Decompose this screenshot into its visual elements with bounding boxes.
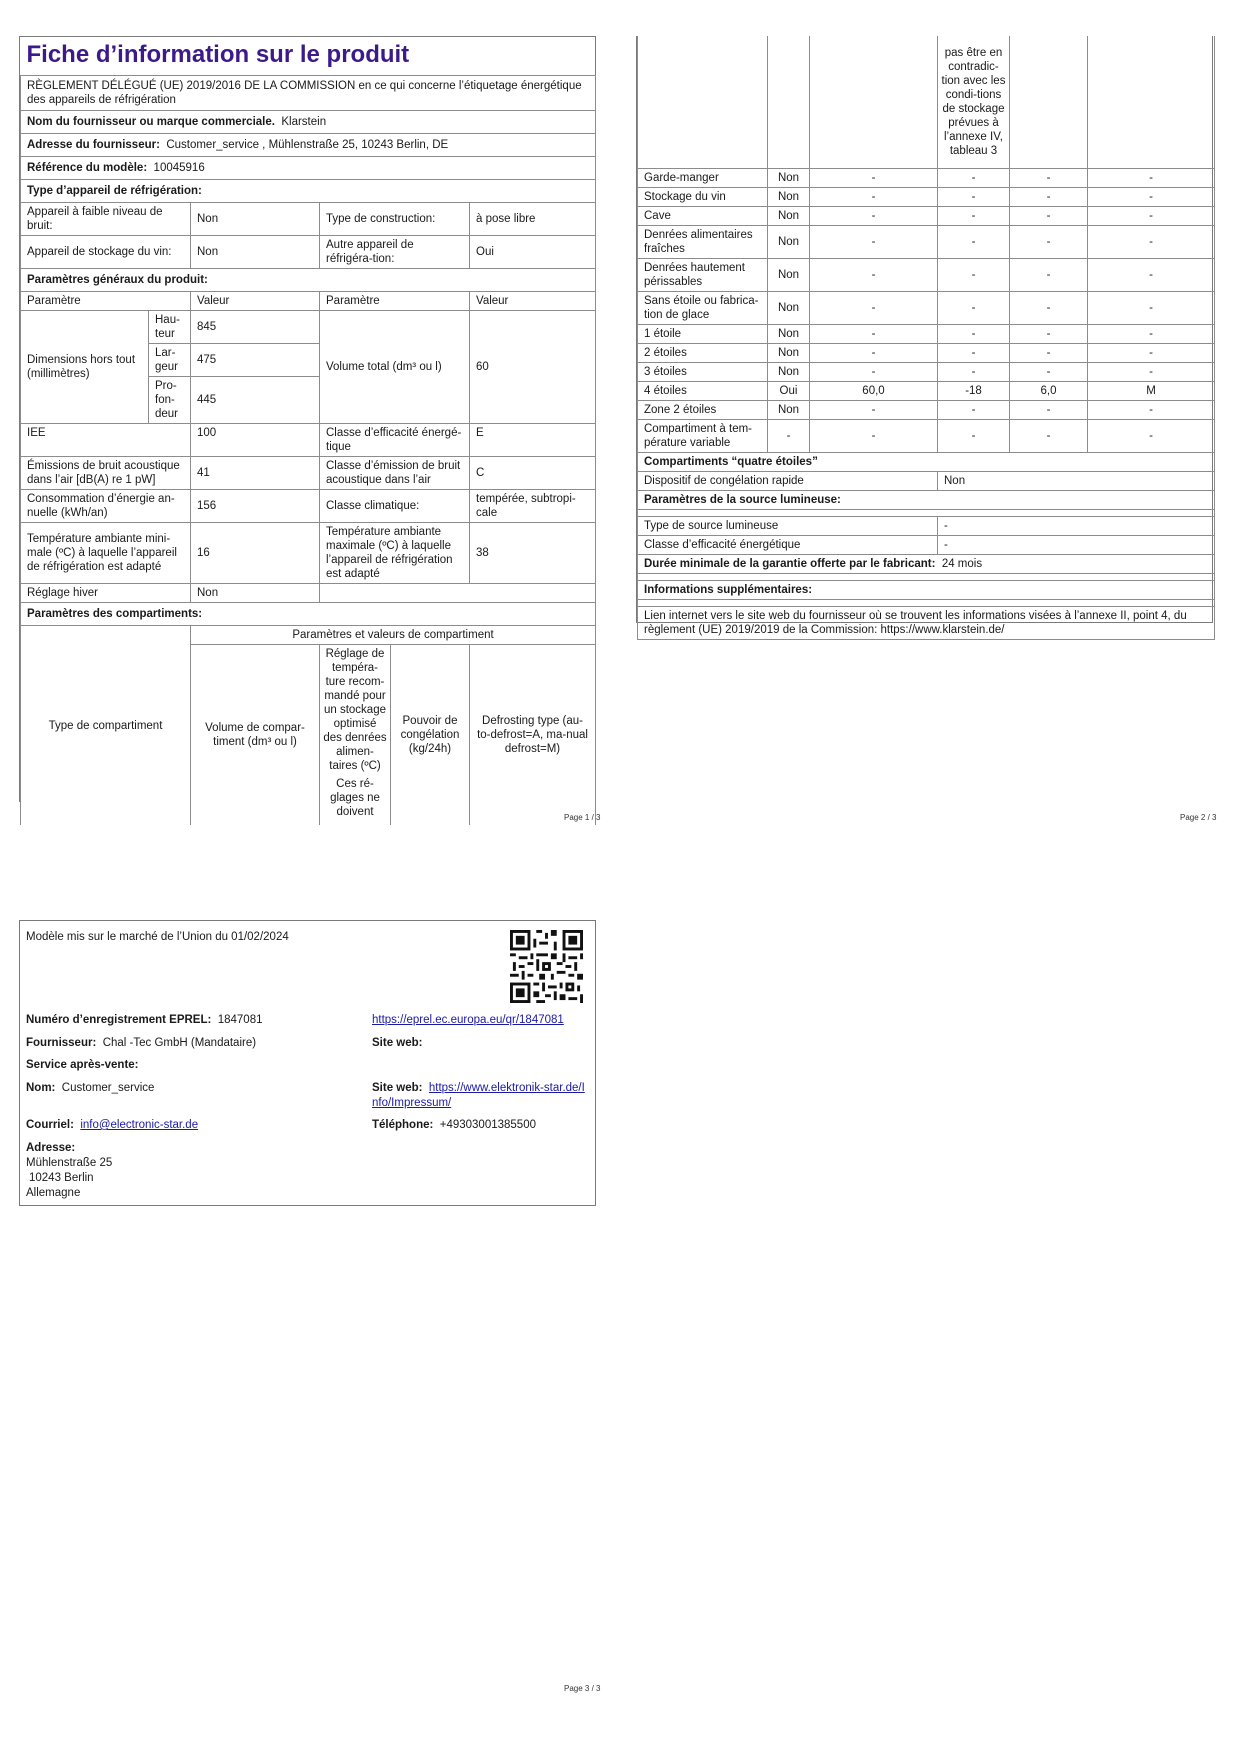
address-line-1: Mühlenstraße 25 — [26, 1157, 113, 1169]
eprel-label: Numéro d’enregistrement EPREL: — [26, 1014, 212, 1026]
compartment-freeze: - — [1010, 226, 1088, 259]
product-info-table — [20, 37, 596, 626]
compartment-freeze: - — [1010, 259, 1088, 292]
info-text: Lien internet vers le site web du fournisseur où se trouvent les informations visées à l’annexe II, point 4, du règlement (UE) 2019/2019 de la Commission: https://www.klarstein.de/ — [638, 607, 1215, 640]
quick-freeze-value: Non — [938, 472, 1215, 491]
compartment-temp: - — [938, 259, 1010, 292]
compartment-temp: - — [938, 401, 1010, 420]
width-label: Lar-geur — [149, 344, 191, 377]
supplier-row — [26, 1036, 256, 1051]
supplier-value: Klarstein — [281, 116, 327, 128]
eff-class-value: E — [470, 424, 596, 457]
compartment-freeze: - — [1010, 188, 1088, 207]
compartment-row — [638, 259, 1215, 292]
compartment-present: - — [768, 420, 810, 453]
compartment-temp: - — [938, 207, 1010, 226]
compartment-volume: - — [810, 169, 938, 188]
compartment-freeze: - — [1010, 420, 1088, 453]
compartment-row — [638, 401, 1215, 420]
compartment-values-table — [637, 36, 1215, 640]
supplier-label: Nom du fournisseur ou marque commerciale. — [27, 116, 275, 128]
comp-temp-note-continued: pas être en contradic-tion avec les condi-tions de stockage prévues à l’annexe IV, tableau 3 — [938, 36, 1010, 169]
page-title: Fiche d’information sur le produit — [26, 41, 410, 68]
light-class-value: - — [938, 536, 1215, 555]
compartment-freeze: - — [1010, 169, 1088, 188]
address-line-3: Allemagne — [26, 1187, 81, 1199]
website-label: Site web: — [372, 1037, 423, 1049]
iee-label: IEE — [21, 424, 191, 457]
compartment-volume: - — [810, 226, 938, 259]
other-value: Oui — [470, 236, 596, 269]
compartment-row — [638, 363, 1215, 382]
compartment-defrost: - — [1088, 420, 1215, 453]
compartment-defrost: - — [1088, 292, 1215, 325]
model-label: Référence du modèle: — [27, 162, 148, 174]
compartment-freeze: - — [1010, 325, 1088, 344]
compartment-present: Non — [768, 259, 810, 292]
compartment-row — [638, 207, 1215, 226]
compartment-defrost: - — [1088, 259, 1215, 292]
market-date: Modèle mis sur le marché de l’Union du 01/02/2024 — [26, 931, 289, 943]
min-temp-label: Température ambiante mini-male (ºC) à laquelle l’appareil de réfrigération est adapté — [21, 523, 191, 584]
compartment-present: Non — [768, 401, 810, 420]
compartment-defrost: - — [1088, 401, 1215, 420]
comp-params-header: Paramètres et valeurs de compartiment — [191, 626, 596, 645]
compartment-name: Denrées alimentaires fraîches — [638, 226, 768, 259]
consumption-label: Consommation d’énergie an-nuelle (kWh/an) — [21, 490, 191, 523]
consumption-value: 156 — [191, 490, 320, 523]
phone-label: Téléphone: — [372, 1119, 434, 1131]
model-row — [21, 157, 596, 180]
compartment-volume: - — [810, 292, 938, 325]
total-volume-value: 60 — [470, 311, 596, 424]
compartment-present: Non — [768, 207, 810, 226]
light-class-label: Classe d’efficacité énergétique — [638, 536, 938, 555]
climate-value: tempérée, subtropi-cale — [470, 490, 596, 523]
dimensions-label: Dimensions hors tout (millimètres) — [21, 311, 149, 424]
noise-label: Émissions de bruit acoustique dans l’air [dB(A) re 1 pW] — [21, 457, 191, 490]
compartment-name: 2 étoiles — [638, 344, 768, 363]
compartment-name: 1 étoile — [638, 325, 768, 344]
qr-code-icon — [510, 930, 583, 1003]
comp-temp-label: Réglage de tempéra-ture recom-mandé pour un stockage optimisé des denrées alimen-taires (ºC) — [323, 648, 387, 772]
info-spacer-2 — [638, 600, 1215, 607]
regulation-text: RÈGLEMENT DÉLÉGUÉ (UE) 2019/2016 DE LA COMMISSION en ce qui concerne l’étiquetage énergétique des appareils de réfrigération — [21, 76, 596, 111]
compartment-defrost: M — [1088, 382, 1215, 401]
light-header: Paramètres de la source lumineuse: — [638, 491, 1215, 510]
address-block — [26, 1141, 112, 1201]
compartment-present: Non — [768, 169, 810, 188]
page-3-sheet — [19, 920, 596, 1206]
general-header: Paramètres généraux du produit: — [21, 269, 596, 292]
compartment-volume: - — [810, 188, 938, 207]
website2-link-line1[interactable]: https://www.elektronik-star.de/I — [428, 1082, 585, 1094]
compartment-row — [638, 169, 1215, 188]
light-type-label: Type de source lumineuse — [638, 517, 938, 536]
compartment-row — [638, 420, 1215, 453]
compartment-defrost: - — [1088, 363, 1215, 382]
compartment-freeze: - — [1010, 401, 1088, 420]
compartment-name: Zone 2 étoiles — [638, 401, 768, 420]
compartment-temp: - — [938, 292, 1010, 325]
compartment-row — [638, 382, 1215, 401]
comp-temp-note: Ces ré-glages ne doivent — [330, 778, 380, 818]
phone-row — [372, 1118, 536, 1133]
model-value: 10045916 — [153, 162, 205, 174]
compartment-row — [638, 292, 1215, 325]
wine-value: Non — [191, 236, 320, 269]
eff-class-label: Classe d’efficacité énergé-tique — [320, 424, 470, 457]
low-noise-value: Non — [191, 203, 320, 236]
col-param-2: Paramètre — [320, 292, 470, 311]
info-header: Informations supplémentaires: — [638, 581, 1215, 600]
comp-volume-label: Volume de compar-timent (dm³ ou l) — [191, 645, 320, 826]
compartment-temp: - — [938, 169, 1010, 188]
compartment-present: Non — [768, 344, 810, 363]
compartment-defrost: - — [1088, 188, 1215, 207]
col-value-1: Valeur — [191, 292, 320, 311]
warranty-row — [638, 555, 1215, 574]
compartment-name: 3 étoiles — [638, 363, 768, 382]
winter-empty — [320, 584, 596, 603]
compartment-volume: - — [810, 420, 938, 453]
compartment-freeze: - — [1010, 292, 1088, 325]
height-value: 845 — [191, 311, 320, 344]
comp-freeze-label: Pouvoir de congélation (kg/24h) — [391, 645, 470, 826]
construction-label: Type de construction: — [320, 203, 470, 236]
warranty-value: 24 mois — [941, 558, 983, 570]
eprel-value: 1847081 — [217, 1014, 263, 1026]
noise-class-value: C — [470, 457, 596, 490]
climate-label: Classe climatique: — [320, 490, 470, 523]
page-3-number: Page 3 / 3 — [564, 1684, 601, 1693]
max-temp-value: 38 — [470, 523, 596, 584]
other-label: Autre appareil de réfrigéra-tion: — [320, 236, 470, 269]
compartment-volume: - — [810, 259, 938, 292]
col-param-1: Paramètre — [21, 292, 191, 311]
compartment-temp: - — [938, 363, 1010, 382]
compartment-name: Cave — [638, 207, 768, 226]
compartment-present: Non — [768, 325, 810, 344]
compartment-name: 4 étoiles — [638, 382, 768, 401]
email-label: Courriel: — [26, 1119, 74, 1131]
compartment-header-table — [20, 625, 596, 825]
supplier-label: Fournisseur: — [26, 1037, 97, 1049]
iee-value: 100 — [191, 424, 320, 457]
compartment-present: Non — [768, 226, 810, 259]
supplier-row — [21, 111, 596, 134]
eprel-link[interactable]: https://eprel.ec.europa.eu/qr/1847081 — [372, 1014, 564, 1026]
light-spacer — [638, 510, 1215, 517]
compartment-row — [638, 226, 1215, 259]
compartment-freeze: - — [1010, 363, 1088, 382]
compartment-name: Denrées hautement périssables — [638, 259, 768, 292]
info-spacer — [638, 574, 1215, 581]
compartment-name: Stockage du vin — [638, 188, 768, 207]
page-1-sheet — [19, 36, 596, 818]
compartment-name: Compartiment à tem-pérature variable — [638, 420, 768, 453]
compartment-name: Garde-manger — [638, 169, 768, 188]
compartment-freeze: - — [1010, 207, 1088, 226]
compartment-temp: - — [938, 188, 1010, 207]
compartment-present: Non — [768, 188, 810, 207]
page-1-number: Page 1 / 3 — [564, 813, 601, 822]
min-temp-value: 16 — [191, 523, 320, 584]
compartment-temp: - — [938, 344, 1010, 363]
winter-value: Non — [191, 584, 320, 603]
phone-value: +49303001385500 — [439, 1119, 536, 1131]
after-sales-label: Service après-vente: — [26, 1059, 139, 1071]
supplier-value: Chal -Tec GmbH (Mandataire) — [102, 1037, 257, 1049]
compartment-present: Non — [768, 363, 810, 382]
four-star-header: Compartiments “quatre étoiles” — [638, 453, 1215, 472]
compartment-temp: - — [938, 420, 1010, 453]
name-row — [26, 1081, 154, 1096]
compartment-freeze: 6,0 — [1010, 382, 1088, 401]
website2-label: Site web: — [372, 1082, 423, 1094]
depth-label: Pro-fon-deur — [149, 377, 191, 424]
compartment-present: Non — [768, 292, 810, 325]
noise-value: 41 — [191, 457, 320, 490]
wine-label: Appareil de stockage du vin: — [21, 236, 191, 269]
compartment-present: Oui — [768, 382, 810, 401]
compartment-row — [638, 325, 1215, 344]
col-value-2: Valeur — [470, 292, 596, 311]
compartment-defrost: - — [1088, 207, 1215, 226]
address-label: Adresse du fournisseur: — [27, 139, 160, 151]
address-value: Customer_service , Mühlenstraße 25, 10243 Berlin, DE — [166, 139, 449, 151]
construction-value: à pose libre — [470, 203, 596, 236]
compartment-volume: - — [810, 325, 938, 344]
compartment-freeze: - — [1010, 344, 1088, 363]
name-value: Customer_service — [61, 1082, 155, 1094]
compartment-defrost: - — [1088, 226, 1215, 259]
eprel-row — [26, 1013, 263, 1028]
compartment-defrost: - — [1088, 344, 1215, 363]
compartment-rows — [638, 169, 1215, 453]
comp-type-label: Type de compartiment — [21, 626, 191, 826]
email-row — [26, 1118, 198, 1133]
compartment-row — [638, 344, 1215, 363]
website2-row — [372, 1081, 585, 1111]
compartment-temp: -18 — [938, 382, 1010, 401]
comp-defrost-label: Defrosting type (au-to-defrost=A, ma-nual defrost=M) — [470, 645, 596, 826]
compartments-header: Paramètres des compartiments: — [21, 603, 596, 626]
compartment-temp: - — [938, 226, 1010, 259]
low-noise-label: Appareil à faible niveau de bruit: — [21, 203, 191, 236]
email-link[interactable]: info@electronic-star.de — [80, 1119, 199, 1131]
quick-freeze-label: Dispositif de congélation rapide — [638, 472, 938, 491]
website2-link-line2[interactable]: nfo/Impressum/ — [372, 1097, 452, 1109]
address-line-2: 10243 Berlin — [29, 1172, 94, 1184]
width-value: 475 — [191, 344, 320, 377]
address-label: Adresse: — [26, 1142, 76, 1154]
compartment-row — [638, 188, 1215, 207]
compartment-volume: - — [810, 363, 938, 382]
compartment-volume: - — [810, 344, 938, 363]
depth-value: 445 — [191, 377, 320, 424]
total-volume-label: Volume total (dm³ ou l) — [320, 311, 470, 424]
compartment-temp: - — [938, 325, 1010, 344]
compartment-volume: - — [810, 401, 938, 420]
height-label: Hau-teur — [149, 311, 191, 344]
compartment-volume: - — [810, 207, 938, 226]
page-2-number: Page 2 / 3 — [1180, 813, 1217, 822]
winter-label: Réglage hiver — [21, 584, 191, 603]
comp-temp-cell — [320, 645, 391, 826]
compartment-volume: 60,0 — [810, 382, 938, 401]
name-label: Nom: — [26, 1082, 56, 1094]
page-2-sheet — [636, 36, 1213, 636]
type-header: Type d’appareil de réfrigération: — [21, 180, 596, 203]
compartment-name: Sans étoile ou fabrica-tion de glace — [638, 292, 768, 325]
compartment-defrost: - — [1088, 169, 1215, 188]
noise-class-label: Classe d’émission de bruit acoustique dans l’air — [320, 457, 470, 490]
warranty-label: Durée minimale de la garantie offerte par le fabricant: — [644, 558, 936, 570]
light-type-value: - — [938, 517, 1215, 536]
max-temp-label: Température ambiante maximale (ºC) à laquelle l’appareil de réfrigération est adapté — [320, 523, 470, 584]
address-row — [21, 134, 596, 157]
compartment-defrost: - — [1088, 325, 1215, 344]
